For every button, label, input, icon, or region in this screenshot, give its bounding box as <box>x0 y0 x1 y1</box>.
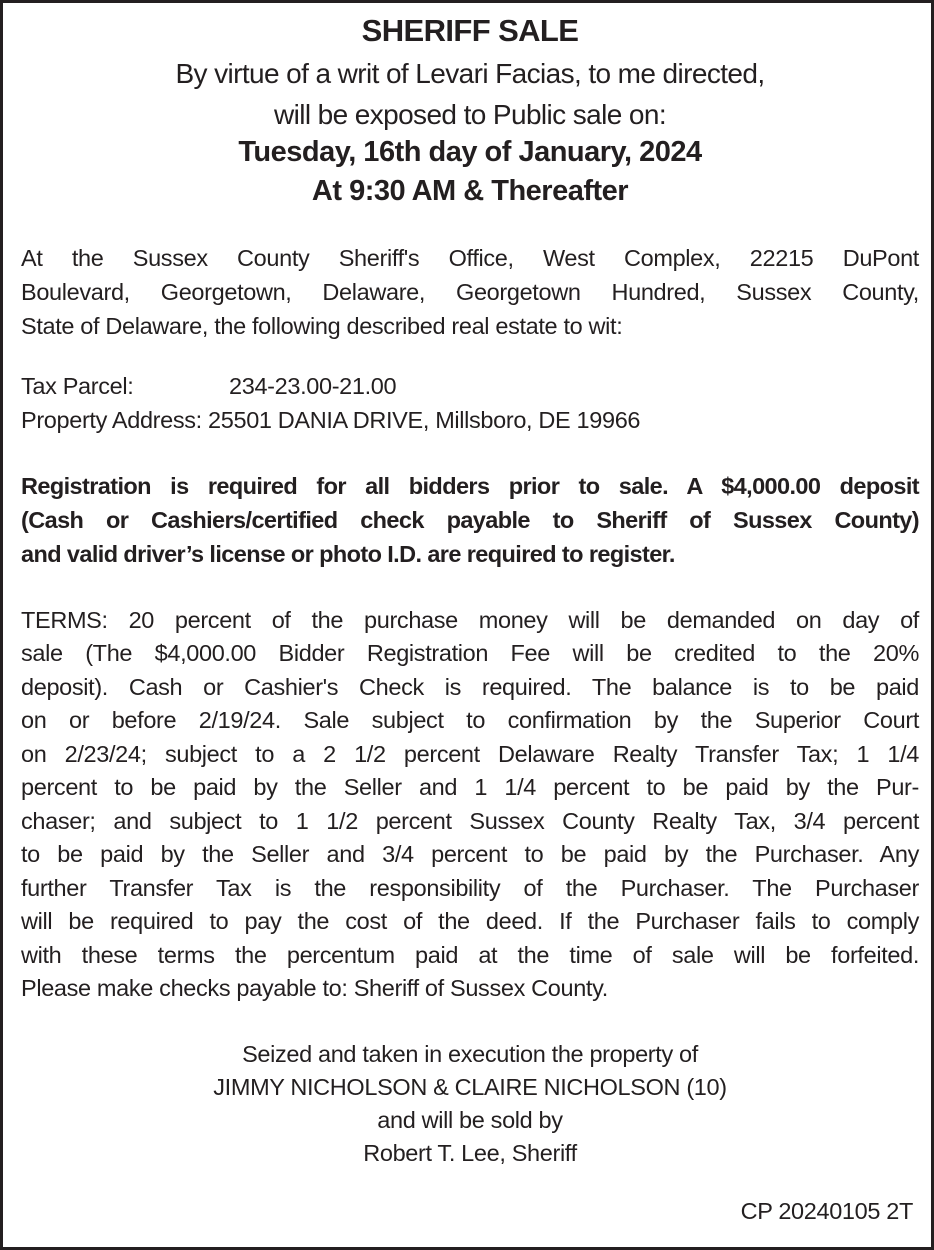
property-address-label: Property Address: <box>21 407 202 433</box>
tax-parcel-row <box>21 373 396 400</box>
terms-line: to be paid by the Seller and 3/4 percent to be paid by the Purchaser. Any <box>21 841 919 867</box>
writ-statement: By virtue of a writ of Levari Facias, to me directed, <box>175 58 765 89</box>
publication-reference: CP 20240105 2T <box>740 1198 913 1224</box>
property-address-row <box>21 407 640 434</box>
terms-line: on 2/23/24; subject to a 2 1/2 percent Delaware Realty Transfer Tax; 1 1/4 <box>21 741 919 767</box>
location-line: At the Sussex County Sheriff's Office, West Complex, 22215 DuPont <box>21 245 919 271</box>
registration-line: (Cash or Cashiers/certified check payable to Sheriff of Sussex County) <box>21 507 919 533</box>
terms-line: Please make checks payable to: Sheriff of Sussex County. <box>21 975 608 1001</box>
terms-line: further Transfer Tax is the responsibility of the Purchaser. The Purchaser <box>21 875 919 901</box>
terms-line: TERMS: 20 percent of the purchase money will be demanded on day of <box>21 607 919 633</box>
terms-line: deposit). Cash or Cashier's Check is required. The balance is to be paid <box>21 674 919 700</box>
registration-line: Registration is required for all bidders prior to sale. A $4,000.00 deposit <box>21 473 919 499</box>
sale-date: Tuesday, 16th day of January, 2024 <box>238 136 702 168</box>
property-address-value: 25501 DANIA DRIVE, Millsboro, DE 19966 <box>208 407 641 433</box>
seizure-statement: Seized and taken in execution the property of <box>242 1041 698 1067</box>
terms-line: percent to be paid by the Seller and 1 1/4 percent to be paid by the Pur- <box>21 774 919 800</box>
location-line: State of Delaware, the following described real estate to wit: <box>21 313 623 339</box>
sold-by-statement: and will be sold by <box>377 1107 563 1133</box>
property-owners: JIMMY NICHOLSON & CLAIRE NICHOLSON (10) <box>213 1074 727 1100</box>
terms-line: sale (The $4,000.00 Bidder Registration Fee will be credited to the 20% <box>21 640 919 666</box>
sale-time: At 9:30 AM & Thereafter <box>311 175 629 207</box>
terms-line: will be required to pay the cost of the deed. If the Purchaser fails to comply <box>21 908 919 934</box>
location-line: Boulevard, Georgetown, Delaware, Georgetown Hundred, Sussex County, <box>21 279 919 305</box>
terms-line: on or before 2/19/24. Sale subject to confirmation by the Superior Court <box>21 707 919 733</box>
terms-line: with these terms the percentum paid at the time of sale will be forfeited. <box>21 942 919 968</box>
notice-title: SHERIFF SALE <box>361 13 579 48</box>
public-sale-statement: will be exposed to Public sale on: <box>273 99 667 130</box>
tax-parcel-label: Tax Parcel: <box>21 373 134 399</box>
registration-line: and valid driver’s license or photo I.D. are required to register. <box>21 541 675 567</box>
sheriff-name: Robert T. Lee, Sheriff <box>363 1140 577 1166</box>
terms-line: chaser; and subject to 1 1/2 percent Sussex County Realty Tax, 3/4 percent <box>21 808 919 834</box>
tax-parcel-value: 234-23.00-21.00 <box>229 373 397 399</box>
